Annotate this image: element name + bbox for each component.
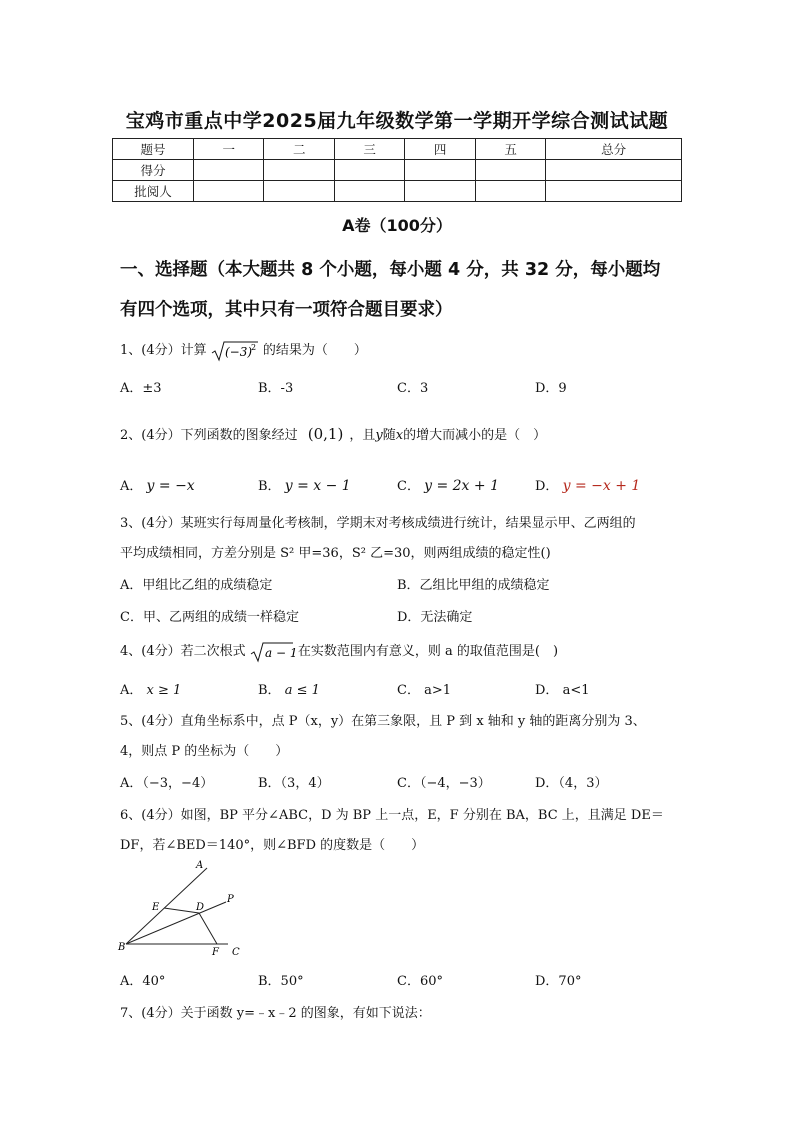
- score-table: [112, 138, 682, 202]
- q2-option-d[interactable]: [535, 475, 640, 494]
- part1-heading-line1: 一、选择题（本大题共 8 个小题，每小题 4 分，共 32 分，每小题均: [120, 260, 661, 280]
- label-d: D: [196, 902, 205, 913]
- question-1-prefix: 1、(4分）计算: [120, 343, 207, 358]
- question-1-suffix: 的结果为（ ）: [262, 343, 367, 358]
- q5-option-c[interactable]: C．（−4，−3）: [397, 776, 491, 791]
- table-cell[interactable]: [546, 181, 682, 202]
- question-1: [120, 339, 367, 362]
- question-3-line1: 3、(4分）某班实行每周量化考核制，学期末对考核成绩进行统计，结果显示甲、乙两组的: [120, 516, 636, 531]
- question-3-line2: 平均成绩相同，方差分别是 S² 甲=36，S² 乙=30，则两组成绩的稳定性(): [120, 546, 551, 561]
- q6-option-c[interactable]: C．60°: [397, 974, 443, 989]
- q2-option-b[interactable]: [258, 475, 351, 494]
- var-y: y: [375, 428, 383, 443]
- question-4-suffix: 在实数范围内有意义，则 a 的取值范围是( ): [297, 644, 559, 659]
- option-formula: a>1: [424, 683, 452, 698]
- table-cell[interactable]: [475, 181, 545, 202]
- label-p: P: [227, 894, 234, 905]
- q5-option-d[interactable]: D．（4，3）: [535, 776, 608, 791]
- option-label: D．: [535, 479, 559, 494]
- ray-bp: [126, 902, 226, 944]
- question-7-line1: 7、(4分）关于函数 y=﹣x﹣2 的图象，有如下说法：: [120, 1006, 431, 1021]
- table-cell: 五: [475, 139, 545, 160]
- question-4-prefix: 4、(4分）若二次根式: [120, 644, 246, 659]
- part1-heading-line2: 有四个选项，其中只有一项符合题目要求）: [120, 300, 453, 320]
- segment-df: [199, 913, 217, 944]
- question-6-line2: DF，若∠BED＝140°，则∠BFD 的度数是（ ）: [120, 838, 425, 853]
- question-2: [120, 424, 546, 443]
- q3-option-b[interactable]: B．乙组比甲组的成绩稳定: [397, 578, 550, 593]
- section-a-title: A卷（100分）: [342, 216, 452, 235]
- q1-option-b[interactable]: B．-3: [258, 381, 294, 396]
- table-cell: 批阅人: [113, 181, 194, 202]
- table-cell[interactable]: [264, 181, 334, 202]
- option-formula: y = x − 1: [284, 478, 351, 494]
- question-2-mid: ，且: [349, 428, 376, 443]
- table-cell: 三: [334, 139, 404, 160]
- geometry-figure: [112, 858, 252, 960]
- sqrt-radicand: a − 1: [264, 645, 298, 660]
- label-a: A: [196, 860, 204, 871]
- sqrt-exponent: 2: [250, 342, 256, 352]
- question-2-suffix: 的增大而减小的是（ ）: [403, 428, 547, 443]
- table-cell: 二: [264, 139, 334, 160]
- q6-option-b[interactable]: B．50°: [258, 974, 304, 989]
- q4-option-b[interactable]: [258, 679, 320, 698]
- table-cell[interactable]: [194, 181, 264, 202]
- sqrt-expression: [250, 641, 298, 663]
- table-row: [113, 181, 682, 202]
- point-coordinates: (0,1): [307, 425, 344, 443]
- q2-option-c[interactable]: [397, 475, 499, 494]
- table-cell[interactable]: [475, 160, 545, 181]
- option-label: B．: [258, 479, 281, 494]
- q6-option-a[interactable]: A．40°: [120, 974, 166, 989]
- option-formula: x ≥ 1: [146, 683, 182, 698]
- sqrt-expression: [211, 340, 259, 362]
- option-label: B．: [258, 683, 281, 698]
- table-cell: 四: [405, 139, 475, 160]
- label-e: E: [152, 902, 160, 913]
- q3-option-a[interactable]: A．甲组比乙组的成绩稳定: [120, 578, 273, 593]
- question-5-line1: 5、(4分）直角坐标系中，点 P（x，y）在第三象限，且 P 到 x 轴和 y 轴的距离分别为 3、: [120, 714, 646, 729]
- table-row: [113, 139, 682, 160]
- label-b: B: [118, 942, 126, 953]
- table-cell: 一: [194, 139, 264, 160]
- table-cell: 题号: [113, 139, 194, 160]
- q2-option-a[interactable]: [120, 475, 195, 494]
- option-formula: a<1: [562, 683, 590, 698]
- sqrt-radicand: (−3): [224, 344, 252, 359]
- q4-option-c[interactable]: [397, 679, 451, 698]
- table-cell[interactable]: [194, 160, 264, 181]
- table-row: [113, 160, 682, 181]
- option-label: C．: [397, 479, 420, 494]
- option-label: C．: [397, 683, 420, 698]
- table-cell[interactable]: [405, 181, 475, 202]
- question-2-prefix: 2、(4分）下列函数的图象经过: [120, 428, 298, 443]
- exam-title: 宝鸡市重点中学2025届九年级数学第一学期开学综合测试试题: [125, 110, 669, 132]
- q3-option-d[interactable]: D．无法确定: [397, 610, 473, 625]
- table-cell[interactable]: [546, 160, 682, 181]
- table-cell: 得分: [113, 160, 194, 181]
- table-cell[interactable]: [264, 160, 334, 181]
- q1-option-c[interactable]: C．3: [397, 381, 429, 396]
- q3-option-c[interactable]: C．甲、乙两组的成绩一样稳定: [120, 610, 299, 625]
- question-4: [120, 640, 558, 663]
- table-cell[interactable]: [334, 160, 404, 181]
- option-formula: y = 2x + 1: [424, 478, 499, 494]
- question-6-line1: 6、(4分）如图，BP 平分∠ABC，D 为 BP 上一点，E，F 分别在 BA，BC 上，且满足 DE＝: [120, 808, 664, 823]
- label-f: F: [212, 947, 219, 958]
- q5-option-a[interactable]: A．（−3，−4）: [120, 776, 214, 791]
- segment-de: [164, 908, 199, 913]
- q5-option-b[interactable]: B．（3，4）: [258, 776, 330, 791]
- q4-option-d[interactable]: [535, 679, 590, 698]
- option-formula: y = −x: [146, 478, 195, 494]
- q1-option-d[interactable]: D．9: [535, 381, 567, 396]
- question-2-mid2: 随: [382, 428, 396, 443]
- option-formula: y = −x + 1: [562, 478, 641, 494]
- table-cell[interactable]: [405, 160, 475, 181]
- question-5-line2: 4，则点 P 的坐标为（ ）: [120, 744, 289, 759]
- option-label: A．: [120, 479, 143, 494]
- var-x: x: [395, 428, 404, 443]
- ray-ba: [126, 868, 207, 944]
- label-c: C: [232, 947, 240, 958]
- option-formula: a ≤ 1: [284, 683, 320, 698]
- table-cell[interactable]: [334, 181, 404, 202]
- q1-option-a[interactable]: A．±3: [120, 381, 162, 396]
- table-cell: 总分: [546, 139, 682, 160]
- q4-option-a[interactable]: [120, 679, 181, 698]
- q6-option-d[interactable]: D．70°: [535, 974, 582, 989]
- option-label: D．: [535, 683, 559, 698]
- option-label: A．: [120, 683, 143, 698]
